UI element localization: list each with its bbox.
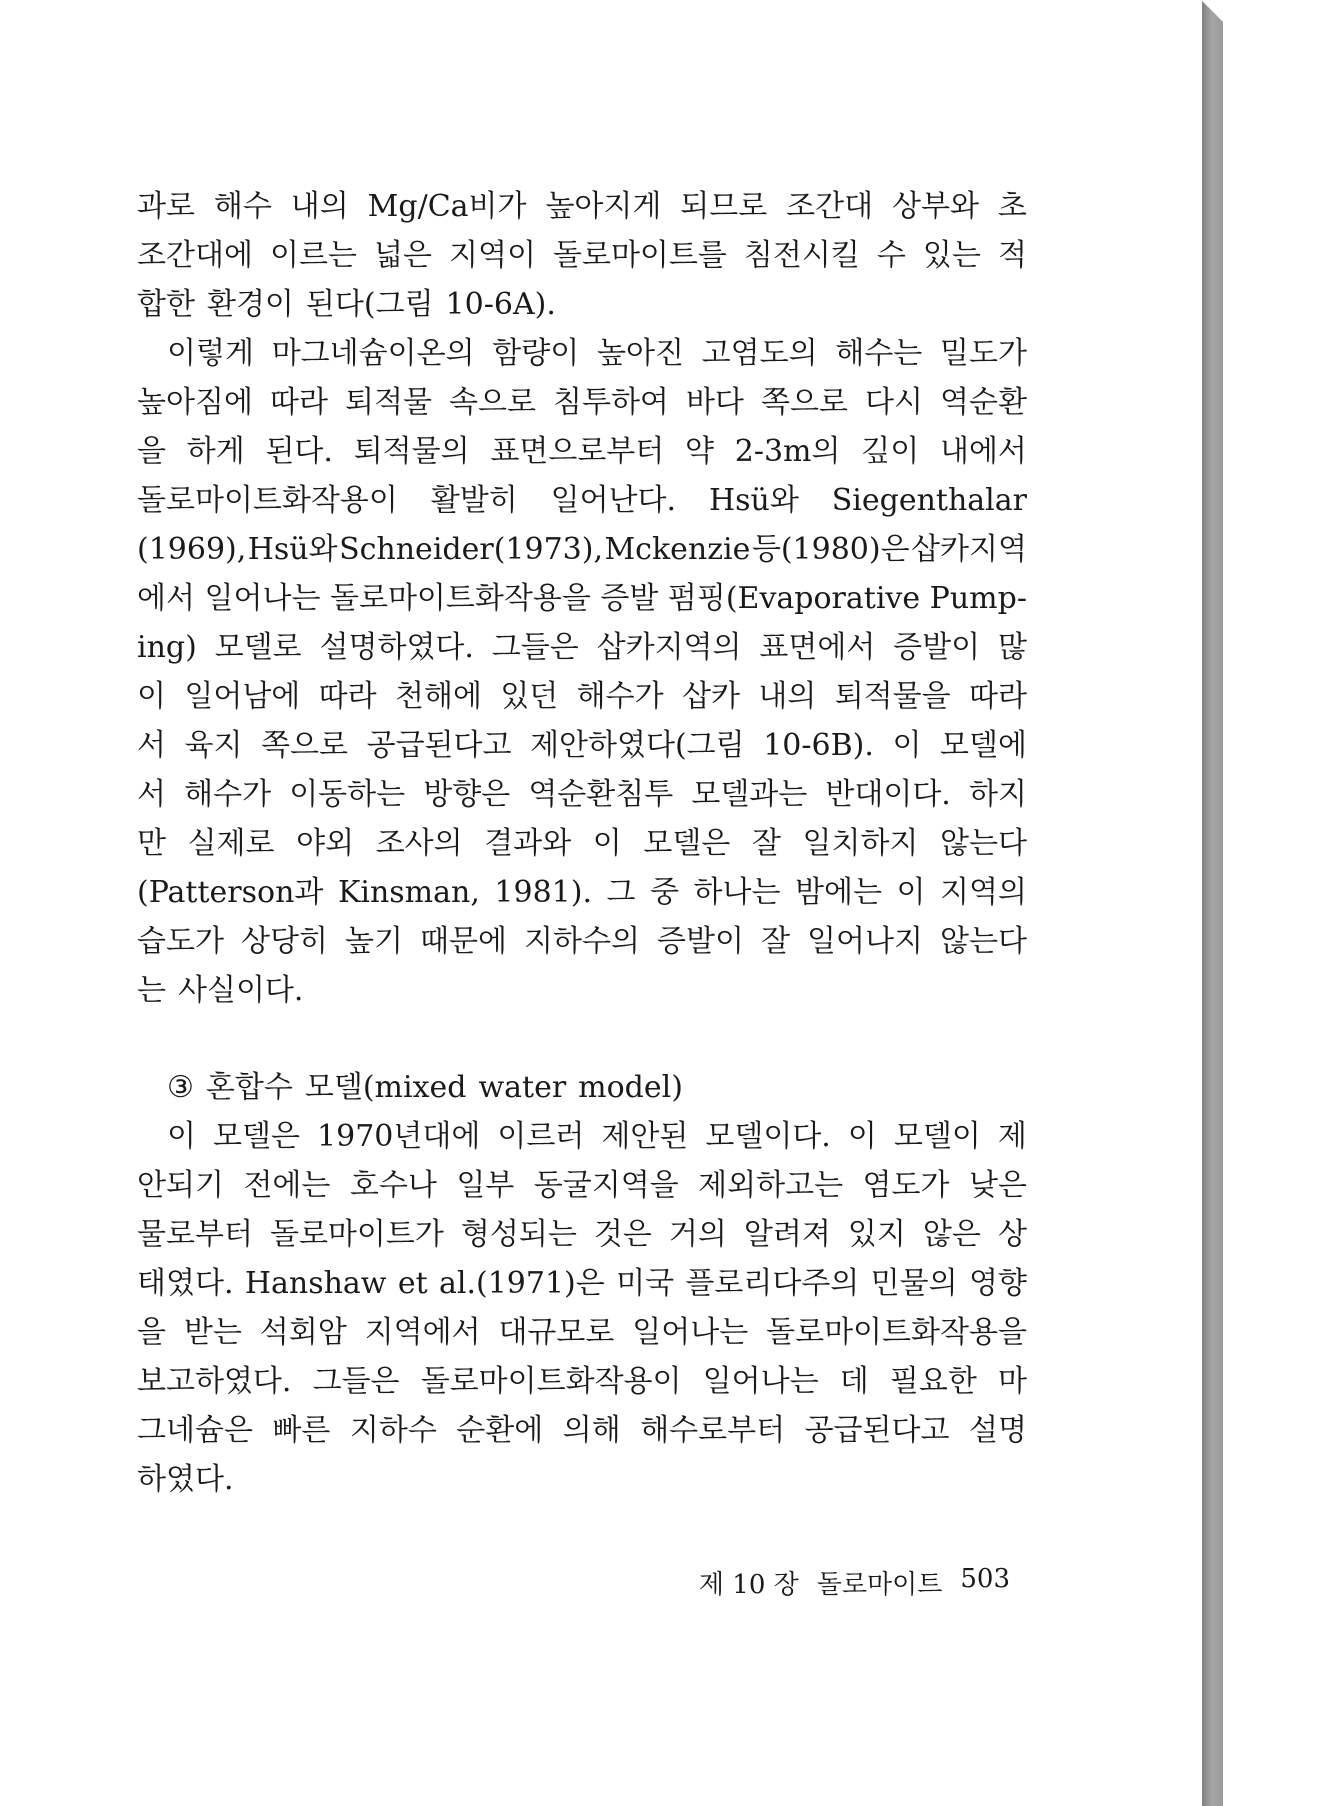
word: 돌로마이트화작용이	[420, 1364, 682, 1399]
word: 이르는	[269, 238, 357, 273]
word: 이	[592, 826, 622, 861]
word: 모델(mixed	[304, 1070, 467, 1105]
word: 빠른	[272, 1413, 331, 1448]
word: 일어나는	[204, 581, 321, 616]
paragraph-2-line	[137, 917, 1027, 966]
word: ③	[167, 1070, 194, 1105]
word: 것은	[593, 1217, 652, 1252]
paragraph-2-line	[137, 574, 1027, 623]
word: 제외하고는	[698, 1168, 844, 1203]
word: 10-6B).	[763, 728, 874, 763]
word: 침전시킬	[743, 238, 860, 273]
word: 밀도가	[940, 336, 1027, 371]
word: 설명하였다.	[319, 630, 474, 665]
word: 초	[997, 189, 1027, 224]
word: 모델과는	[691, 777, 808, 812]
word: 펌핑(Evaporative	[667, 581, 921, 616]
word: 중	[650, 875, 680, 910]
word: Mckenzie	[604, 532, 751, 567]
word: 활발히	[430, 483, 518, 518]
word: Mg/Ca비가	[367, 189, 527, 224]
word: 반대이다.	[825, 777, 951, 812]
section-heading-line	[137, 1063, 1027, 1112]
word: 필요한	[889, 1364, 977, 1399]
word: 높아진	[596, 336, 684, 371]
word: 만	[137, 826, 166, 861]
word: 플로리다주의	[685, 1266, 860, 1301]
word: 속으로	[448, 385, 536, 420]
word: 실제로	[187, 826, 275, 861]
word: 보고하였다.	[137, 1364, 292, 1399]
word: 돌로마이트화작용을	[766, 1315, 1027, 1350]
word: 다시	[864, 385, 923, 420]
word: 에서	[137, 581, 195, 616]
word: 석회암	[259, 1315, 347, 1350]
word: 이렇게	[167, 336, 254, 371]
word: 돌로마이트화작용이	[137, 483, 398, 518]
word: 내의	[758, 679, 817, 714]
word: 제안하였다(그림	[530, 728, 745, 763]
word: 모델로	[214, 630, 302, 665]
word: 을	[137, 1315, 166, 1350]
paragraph-3-line	[137, 1161, 1027, 1210]
word: 거의	[668, 1217, 727, 1252]
word: Hsü와	[247, 532, 338, 567]
paragraph-2-line	[137, 623, 1027, 672]
word: 조간대에	[137, 238, 253, 273]
word: 함량이	[492, 336, 580, 371]
chapter-number: 제 10 장	[698, 1570, 799, 1600]
paragraph-3-line	[137, 1357, 1027, 1406]
word: 돌로마이트가	[269, 1217, 444, 1252]
word: 서	[137, 777, 166, 812]
word: 염도가	[862, 1168, 950, 1203]
word: 동굴지역을	[533, 1168, 679, 1203]
word: 을	[137, 434, 166, 469]
word: (1969),	[137, 532, 247, 567]
word: 내의	[290, 189, 349, 224]
word: 이	[896, 875, 926, 910]
word: 증발	[600, 581, 659, 616]
word: 10-6A).	[445, 287, 556, 322]
word: 일어나는	[702, 1364, 819, 1399]
word: 안되기	[137, 1168, 224, 1203]
paragraph-2-line	[137, 476, 1027, 525]
paragraph-3-line	[137, 1259, 1027, 1308]
word: 깊이	[861, 434, 920, 469]
word: 하게	[186, 434, 245, 469]
word: 호수나	[349, 1168, 437, 1203]
word: 하였다.	[137, 1462, 234, 1497]
word: 알려져	[743, 1217, 831, 1252]
paragraph-3-line	[137, 1112, 1027, 1161]
word: 그들은	[491, 630, 579, 665]
word: Siegenthalar	[831, 483, 1027, 518]
word: 육지	[184, 728, 243, 763]
word: 돌로마이트화작용을	[329, 581, 591, 616]
word: 영향	[968, 1266, 1027, 1301]
chapter-title: 돌로마이트	[816, 1570, 943, 1600]
word: 이동하는	[289, 777, 406, 812]
word: 역순환침투	[528, 777, 674, 812]
word: 조사의	[375, 826, 463, 861]
word: 일어나지	[807, 924, 923, 959]
paragraph-3-line	[137, 1455, 1027, 1504]
word: 그	[606, 875, 636, 910]
word: 퇴적물을	[834, 679, 951, 714]
word: 지하수	[349, 1413, 437, 1448]
word: 역순환	[939, 385, 1027, 420]
word: 따라	[269, 385, 328, 420]
word: 높아짐에	[137, 385, 253, 420]
word: 지역의	[940, 875, 1027, 910]
word: 일치하지	[802, 826, 919, 861]
word: 된다(그림	[305, 287, 434, 322]
page-footer	[700, 1564, 1010, 1601]
word: 따라	[968, 679, 1027, 714]
word: 바다	[685, 385, 744, 420]
word: 있는	[922, 238, 981, 273]
word: ing)	[137, 630, 197, 665]
word: 잘	[751, 826, 781, 861]
word: 지역이	[448, 238, 536, 273]
word: 일어난다.	[550, 483, 677, 518]
word: Pump-	[929, 581, 1027, 616]
word: 일어남에	[184, 679, 301, 714]
word: 삽카지역의	[596, 630, 742, 665]
word: 결과와	[484, 826, 572, 861]
word: water	[478, 1070, 567, 1105]
word: 되므로	[680, 189, 768, 224]
word: 방향은	[423, 777, 511, 812]
paragraph-3-line	[137, 1308, 1027, 1357]
word: 지역에서	[364, 1315, 481, 1350]
word: 않은	[922, 1217, 981, 1252]
word: 하지	[968, 777, 1027, 812]
word: 상당히	[241, 924, 328, 959]
word: 삽카지역	[911, 532, 1027, 567]
word: 서	[137, 728, 166, 763]
word: 때문에	[420, 924, 507, 959]
word: 있지	[847, 1217, 906, 1252]
word: 높아지게	[545, 189, 662, 224]
word: (Patterson과	[137, 875, 324, 910]
word: al.(1971)은	[438, 1266, 605, 1301]
word: 상부와	[892, 189, 979, 224]
word: 넓은	[373, 238, 432, 273]
word: 증발이	[656, 924, 744, 959]
word: 삽카	[682, 679, 740, 714]
word: 해수가	[184, 777, 272, 812]
paragraph-2-line	[137, 819, 1027, 868]
book-page-edge	[1201, 0, 1343, 1806]
paragraph-2-line	[137, 721, 1027, 770]
word: Schneider(1973),	[339, 532, 603, 567]
word: Hsü와	[708, 483, 799, 518]
word: 그네슘은	[137, 1413, 253, 1448]
paragraph-2-line	[137, 966, 1027, 1015]
word: 내에서	[939, 434, 1027, 469]
word: 민물의	[870, 1266, 958, 1301]
word: 공급된다고	[804, 1413, 950, 1448]
word: 혼합수	[205, 1070, 293, 1105]
word: 침투하여	[552, 385, 669, 420]
word: 습도가	[137, 924, 224, 959]
word: 이	[167, 1119, 196, 1154]
word: 돌로마이트를	[552, 238, 727, 273]
word: 표면에서	[759, 630, 876, 665]
word: 해수	[213, 189, 272, 224]
word: 일부	[456, 1168, 515, 1203]
word: 일어나는	[632, 1315, 749, 1350]
word: 쪽으로	[261, 728, 349, 763]
word: 높기	[345, 924, 403, 959]
page-number: 503	[960, 1564, 1010, 1594]
paragraph-2-line	[137, 672, 1027, 721]
word: 모델이	[893, 1119, 981, 1154]
paragraph-2-line	[137, 868, 1027, 917]
word: 수	[876, 238, 906, 273]
paragraph-1-line	[137, 280, 1027, 329]
word: 이	[137, 679, 166, 714]
word: 많	[997, 630, 1027, 665]
word: 형성되는	[460, 1217, 577, 1252]
word: 이	[892, 728, 922, 763]
paragraph-2-line	[137, 378, 1027, 427]
word: 해수는	[835, 336, 923, 371]
word: 쪽으로	[760, 385, 848, 420]
word: 퇴적물의	[353, 434, 470, 469]
word: 1970년대에	[317, 1119, 481, 1154]
word: 과로	[137, 189, 195, 224]
word: Hanshaw	[244, 1266, 387, 1301]
word: 표면으로부터	[490, 434, 665, 469]
word: 합한	[137, 287, 195, 322]
word: 등(1980)은	[751, 532, 910, 567]
word: 밤에는	[795, 875, 882, 910]
word: et	[397, 1266, 428, 1301]
paragraph-2-line	[137, 329, 1027, 378]
word: 데	[839, 1364, 869, 1399]
page-edge-graphic	[1201, 0, 1343, 1806]
word: 는	[137, 973, 166, 1008]
paragraph-2-line	[137, 427, 1027, 476]
word: 된다.	[265, 434, 333, 469]
paragraph-1-line	[137, 231, 1027, 280]
word: 조간대	[786, 189, 874, 224]
word: 해수로부터	[640, 1413, 786, 1448]
word: 사실이다.	[177, 973, 304, 1008]
word: 모델이다.	[705, 1119, 831, 1154]
word: 의해	[562, 1413, 621, 1448]
word: 있던	[500, 679, 559, 714]
paragraph-3-line	[137, 1406, 1027, 1455]
word: 천해에	[395, 679, 482, 714]
body-text	[137, 182, 1027, 1504]
word: 태였다.	[137, 1266, 234, 1301]
word: 제	[997, 1119, 1027, 1154]
word: 그들은	[312, 1364, 400, 1399]
word: 야외	[296, 826, 355, 861]
word: 약	[685, 434, 714, 469]
word: 낮은	[968, 1168, 1027, 1203]
word: 대규모로	[498, 1315, 615, 1350]
word: 모델에	[940, 728, 1027, 763]
word: 이	[847, 1119, 877, 1154]
word: 모델은	[213, 1119, 300, 1154]
word: 않는다	[940, 826, 1027, 861]
word: 환경이	[206, 287, 294, 322]
word: 지하수의	[524, 924, 640, 959]
word: 증발이	[893, 630, 981, 665]
word: 마	[998, 1364, 1027, 1399]
word: 적	[997, 238, 1027, 273]
word: 상	[997, 1217, 1027, 1252]
word: 받는	[183, 1315, 242, 1350]
word: 공급된다고	[366, 728, 512, 763]
word: 따라	[318, 679, 377, 714]
word: model)	[578, 1070, 683, 1105]
word: 잘	[760, 924, 790, 959]
paragraph-1-line	[137, 182, 1027, 231]
word: 이르러	[497, 1119, 585, 1154]
word: Kinsman,	[337, 875, 480, 910]
word: 미국	[616, 1266, 675, 1301]
word: 해수가	[576, 679, 664, 714]
word: 마그네슘이온의	[271, 336, 475, 371]
word: 1981).	[494, 875, 592, 910]
word: 모델은	[643, 826, 731, 861]
word: 고염도의	[701, 336, 818, 371]
word: 퇴적물	[344, 385, 432, 420]
word: 제안된	[601, 1119, 689, 1154]
word: 않는다	[939, 924, 1027, 959]
word: 물로부터	[137, 1217, 253, 1252]
word: 순환에	[456, 1413, 544, 1448]
word: 2-3m의	[734, 434, 841, 469]
paragraph-2-line	[137, 770, 1027, 819]
paragraph-3-line	[137, 1210, 1027, 1259]
paragraph-2-line	[137, 525, 1027, 574]
word: 전에는	[243, 1168, 331, 1203]
word: 하나는	[693, 875, 781, 910]
word: 설명	[968, 1413, 1027, 1448]
